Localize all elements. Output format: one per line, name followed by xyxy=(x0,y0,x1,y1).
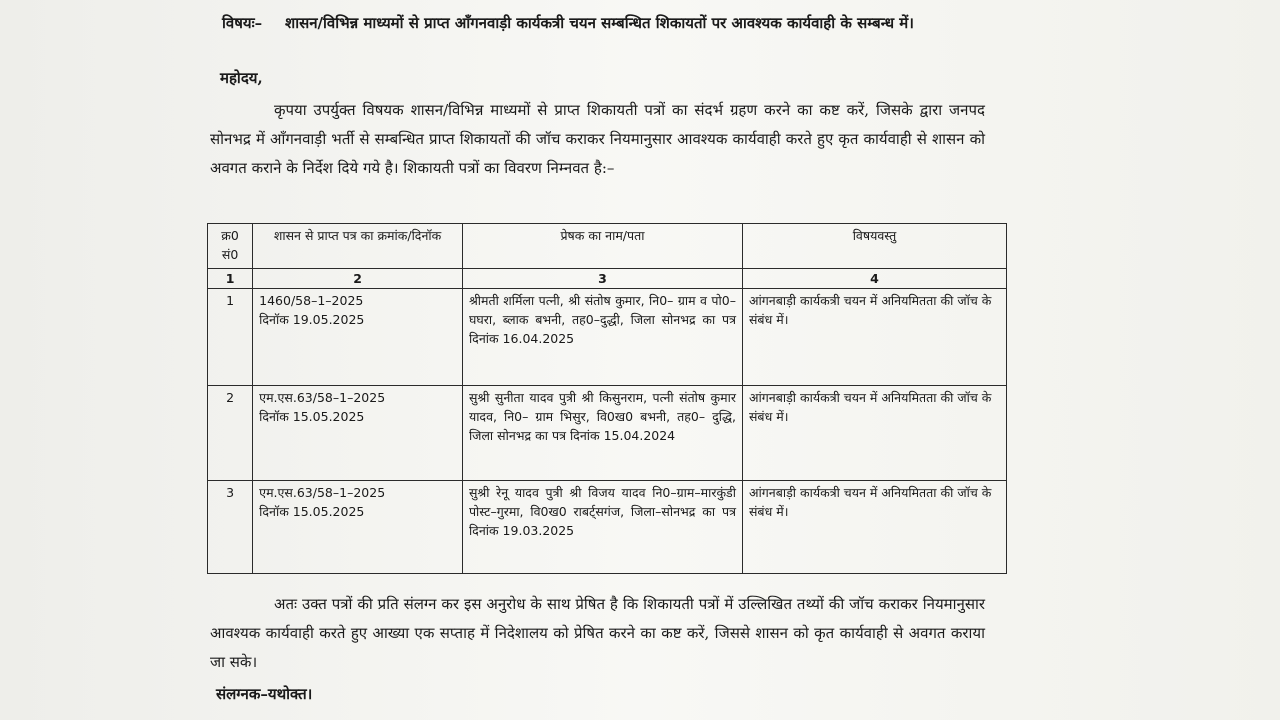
row-sender: सुश्री रेनू यादव पुत्री श्री विजय यादव नि0–ग्राम–मारकुंडी पोस्ट–गुरमा, वि0ख0 राबर्ट्सगंज, जिला–सोनभद्र का पत्र दिनांक 19.03.2025 xyxy=(462,481,742,574)
letter-date: दिनॉक 15.05.2025 xyxy=(259,409,365,424)
row-serial: 1 xyxy=(208,289,253,386)
row-serial: 3 xyxy=(208,481,253,574)
paragraph-request: अतः उक्त पत्रों की प्रति संलग्न कर इस अनुरोध के साथ प्रेषित है कि शिकायती पत्रों में उल्लिखित तथ्यों की जॉच कराकर नियमानुसार आवश्यक कार्यवाही करते हुए आख्या एक सप्ताह में निदेशालय को प्रेषित करने का कष्ट करें, जिससे शासन को कृत कार्यवाही से अवगत कराया जा सके। xyxy=(210,595,985,671)
row-subject: आंगनबाड़ी कार्यकत्री चयन में अनियमितता की जॉच के संबंध में। xyxy=(742,289,1006,386)
subject-text: शासन/विभिन्न माध्यमों से प्राप्त ऑंगनवाड़ी कार्यकत्री चयन सम्बन्धित शिकायतों पर आवश्यक कार्यवाही के सम्बन्ध में। xyxy=(285,14,914,32)
table-header-row xyxy=(208,224,1007,269)
subject-block xyxy=(222,10,992,36)
column-number: 3 xyxy=(462,269,742,289)
subject-label: विषयः– xyxy=(222,14,263,32)
letter-number: एम.एस.63/58–1–2025 xyxy=(259,390,386,405)
header-subject: विषयवस्तु xyxy=(742,224,1006,269)
letter-date: दिनॉक 15.05.2025 xyxy=(259,504,365,519)
row-serial: 2 xyxy=(208,386,253,481)
column-number: 4 xyxy=(742,269,1006,289)
table-row xyxy=(208,289,1007,386)
salutation: महोदय, xyxy=(220,69,263,87)
column-number: 2 xyxy=(253,269,463,289)
table-row xyxy=(208,386,1007,481)
letter-number: एम.एस.63/58–1–2025 xyxy=(259,485,386,500)
row-sender: श्रीमती शर्मिला पत्नी, श्री संतोष कुमार, नि0– ग्राम व पो0–घघरा, ब्लाक बभनी, तह0–दुद्धी, जिला सोनभद्र का पत्र दिनांक 16.04.2025 xyxy=(462,289,742,386)
column-number: 1 xyxy=(208,269,253,289)
row-letter-ref xyxy=(253,481,463,574)
enclosure-note: संलग्नक–यथोक्त। xyxy=(216,685,313,703)
row-sender: सुश्री सुनीता यादव पुत्री श्री किसुनराम, पत्नी संतोष कुमार यादव, नि0– ग्राम भिसुर, वि0ख0 बभनी, तह0– दुद्धि, जिला सोनभद्र का पत्र दिनांक 15.04.2024 xyxy=(462,386,742,481)
header-serial: क्र0 सं0 xyxy=(208,224,253,269)
header-sender: प्रेषक का नाम/पता xyxy=(462,224,742,269)
table-row xyxy=(208,481,1007,574)
header-letter-ref: शासन से प्राप्त पत्र का क्रमांक/दिनॉक xyxy=(253,224,463,269)
row-letter-ref xyxy=(253,289,463,386)
column-number-row xyxy=(208,269,1007,289)
letter-number: 1460/58–1–2025 xyxy=(259,293,364,308)
complaints-table xyxy=(207,223,1007,574)
letter-date: दिनॉक 19.05.2025 xyxy=(259,312,365,327)
row-subject: आंगनबाड़ी कार्यकत्री चयन में अनियमितता की जॉच के संबंध में। xyxy=(742,386,1006,481)
paragraph-intro: कृपया उपर्युक्त विषयक शासन/विभिन्न माध्यमों से प्राप्त शिकायती पत्रों का संदर्भ ग्रहण करने का कष्ट करें, जिसके द्वारा जनपद सोनभद्र में ऑंगनवाड़ी भर्ती से सम्बन्धित प्राप्त शिकायतों की जॉच कराकर नियमानुसार आवश्यक कार्यवाही करते हुए कृत कार्यवाही से शासन को अवगत कराने के निर्देश दिये गये है। शिकायती पत्रों का विवरण निम्नवत है:– xyxy=(210,101,985,177)
row-letter-ref xyxy=(253,386,463,481)
row-subject: आंगनबाड़ी कार्यकत्री चयन में अनियमितता की जॉच के संबंध में। xyxy=(742,481,1006,574)
